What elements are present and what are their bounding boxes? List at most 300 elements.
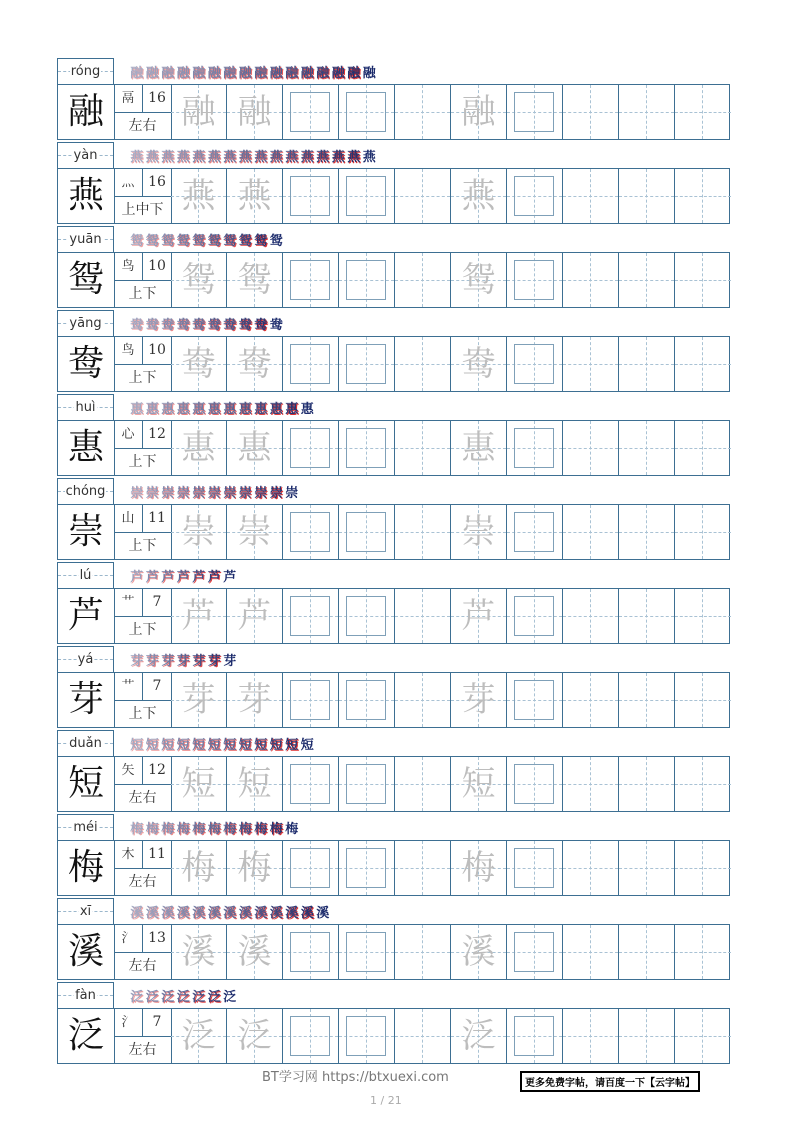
character-info <box>114 841 172 895</box>
practice-cell[interactable] <box>619 253 675 307</box>
stroke-step: 燕 <box>192 150 206 165</box>
practice-cell[interactable] <box>619 589 675 643</box>
structure: 左右 <box>128 790 157 806</box>
practice-cell[interactable] <box>227 169 283 223</box>
stroke-step: 燕 <box>254 150 268 165</box>
stroke-count: 10 <box>143 337 171 365</box>
practice-cell[interactable] <box>675 757 731 811</box>
practice-sheet <box>57 58 730 1066</box>
stroke-step: 惠 <box>207 402 221 417</box>
inner-box <box>346 176 386 216</box>
practice-cell[interactable] <box>451 421 507 475</box>
stroke-step: 融 <box>362 66 376 81</box>
model-character: 鸳 <box>58 253 115 307</box>
stroke-step: 短 <box>238 738 252 753</box>
inner-box <box>514 932 554 972</box>
practice-cell[interactable] <box>283 1009 339 1063</box>
char-block <box>57 226 730 310</box>
char-block <box>57 58 730 142</box>
structure: 上下 <box>128 286 157 302</box>
practice-cell[interactable] <box>171 85 227 139</box>
practice-cell[interactable] <box>563 925 619 979</box>
stroke-step: 鸳 <box>207 234 221 249</box>
practice-cell[interactable] <box>395 925 451 979</box>
stroke-step: 鸳 <box>130 234 144 249</box>
practice-cell[interactable] <box>619 925 675 979</box>
practice-cell[interactable] <box>171 757 227 811</box>
stroke-step: 溪 <box>269 906 283 921</box>
practice-cell[interactable] <box>507 757 563 811</box>
stroke-step: 鸳 <box>145 234 159 249</box>
stroke-step: 芦 <box>161 570 175 585</box>
stroke-step: 芦 <box>130 570 144 585</box>
stroke-step: 燕 <box>347 150 361 165</box>
pinyin-text: lú <box>79 568 92 583</box>
stroke-step: 崇 <box>223 486 237 501</box>
practice-cell[interactable] <box>395 505 451 559</box>
structure: 上下 <box>128 706 157 722</box>
practice-cell[interactable] <box>339 253 395 307</box>
stroke-step: 芦 <box>192 570 206 585</box>
stroke-count: 13 <box>143 925 171 953</box>
inner-box <box>514 260 554 300</box>
pinyin-text: fàn <box>75 988 96 1003</box>
model-character: 溪 <box>58 925 115 979</box>
stroke-step: 融 <box>223 66 237 81</box>
practice-cell[interactable] <box>451 1009 507 1063</box>
practice-cell[interactable] <box>227 925 283 979</box>
pinyin-text: méi <box>73 820 98 835</box>
practice-cell[interactable] <box>507 1009 563 1063</box>
char-block <box>57 814 730 898</box>
practice-cell[interactable] <box>675 505 731 559</box>
pinyin-text: duǎn <box>69 736 102 751</box>
radical: 鸟 <box>114 253 143 281</box>
stroke-step: 融 <box>347 66 361 81</box>
structure: 上下 <box>128 622 157 638</box>
stroke-step: 融 <box>331 66 345 81</box>
stroke-step: 短 <box>223 738 237 753</box>
stroke-step: 短 <box>207 738 221 753</box>
practice-cell[interactable] <box>563 673 619 727</box>
pinyin-row <box>57 562 730 588</box>
practice-cell[interactable] <box>339 85 395 139</box>
stroke-step: 梅 <box>207 822 221 837</box>
stroke-step: 泛 <box>176 990 190 1005</box>
stroke-step: 芦 <box>176 570 190 585</box>
stroke-step: 鸯 <box>254 318 268 333</box>
practice-cell[interactable] <box>339 757 395 811</box>
stroke-step: 芽 <box>161 654 175 669</box>
trace-character: 燕 <box>461 176 496 216</box>
structure: 左右 <box>128 1042 157 1058</box>
char-block <box>57 562 730 646</box>
practice-cell[interactable] <box>507 673 563 727</box>
practice-cell[interactable] <box>227 757 283 811</box>
practice-cell[interactable] <box>339 505 395 559</box>
pinyin-cell <box>57 982 114 1008</box>
practice-cell[interactable] <box>507 85 563 139</box>
practice-cell[interactable] <box>339 589 395 643</box>
practice-cell[interactable] <box>619 169 675 223</box>
practice-cell[interactable] <box>675 589 731 643</box>
practice-cell[interactable] <box>339 841 395 895</box>
stroke-order-sequence <box>129 146 377 166</box>
char-block <box>57 982 730 1066</box>
stroke-step: 泛 <box>130 990 144 1005</box>
practice-cell[interactable] <box>619 1009 675 1063</box>
practice-cell[interactable] <box>451 505 507 559</box>
practice-cell[interactable] <box>619 85 675 139</box>
practice-cell[interactable] <box>227 253 283 307</box>
practice-cell[interactable] <box>563 253 619 307</box>
model-character: 鸯 <box>58 337 115 391</box>
stroke-step: 短 <box>145 738 159 753</box>
practice-cell[interactable] <box>675 925 731 979</box>
stroke-order-sequence <box>129 482 300 502</box>
stroke-order-sequence <box>129 818 300 838</box>
stroke-step: 短 <box>300 738 314 753</box>
pinyin-row <box>57 898 730 924</box>
trace-character: 融 <box>237 92 272 132</box>
trace-character: 鸳 <box>461 260 496 300</box>
practice-cell[interactable] <box>283 421 339 475</box>
stroke-step: 崇 <box>269 486 283 501</box>
pinyin-cell <box>57 814 114 840</box>
inner-box <box>514 680 554 720</box>
practice-cell[interactable] <box>563 421 619 475</box>
practice-cell[interactable] <box>227 841 283 895</box>
practice-cell[interactable] <box>339 1009 395 1063</box>
practice-cell[interactable] <box>507 421 563 475</box>
stroke-step: 芦 <box>207 570 221 585</box>
practice-cell[interactable] <box>451 673 507 727</box>
stroke-step: 芽 <box>223 654 237 669</box>
practice-cell[interactable] <box>451 925 507 979</box>
stroke-step: 鸳 <box>223 234 237 249</box>
practice-cell[interactable] <box>227 589 283 643</box>
trace-character: 惠 <box>461 428 496 468</box>
stroke-step: 短 <box>130 738 144 753</box>
stroke-order-sequence <box>129 398 315 418</box>
practice-cell[interactable] <box>451 841 507 895</box>
practice-cell[interactable] <box>619 841 675 895</box>
practice-cell[interactable] <box>283 925 339 979</box>
practice-cell[interactable] <box>171 505 227 559</box>
practice-cell[interactable] <box>675 841 731 895</box>
stroke-step: 惠 <box>238 402 252 417</box>
practice-cell[interactable] <box>171 673 227 727</box>
character-info <box>114 253 172 307</box>
stroke-step: 芽 <box>145 654 159 669</box>
stroke-step: 梅 <box>176 822 190 837</box>
stroke-step: 梅 <box>145 822 159 837</box>
practice-cell[interactable] <box>675 169 731 223</box>
stroke-count: 7 <box>143 1009 171 1037</box>
character-info <box>114 589 172 643</box>
practice-cell[interactable] <box>339 925 395 979</box>
stroke-step: 崇 <box>285 486 299 501</box>
model-character: 燕 <box>58 169 115 223</box>
practice-cell[interactable] <box>451 337 507 391</box>
practice-cell[interactable] <box>507 337 563 391</box>
stroke-step: 短 <box>285 738 299 753</box>
practice-cell[interactable] <box>619 757 675 811</box>
practice-cell[interactable] <box>171 589 227 643</box>
stroke-step: 燕 <box>223 150 237 165</box>
inner-box <box>290 596 330 636</box>
trace-character: 梅 <box>461 848 496 888</box>
stroke-step: 燕 <box>238 150 252 165</box>
practice-cell[interactable] <box>675 673 731 727</box>
practice-cell[interactable] <box>563 85 619 139</box>
practice-cell[interactable] <box>227 337 283 391</box>
pinyin-text: róng <box>70 64 101 79</box>
practice-cell[interactable] <box>507 841 563 895</box>
stroke-step: 惠 <box>176 402 190 417</box>
practice-cell[interactable] <box>171 1009 227 1063</box>
practice-cell[interactable] <box>395 1009 451 1063</box>
practice-cell[interactable] <box>563 757 619 811</box>
inner-box <box>346 680 386 720</box>
stroke-step: 融 <box>130 66 144 81</box>
stroke-order-sequence <box>129 734 315 754</box>
stroke-count: 11 <box>143 505 171 533</box>
inner-box <box>514 512 554 552</box>
stroke-step: 溪 <box>176 906 190 921</box>
stroke-step: 梅 <box>238 822 252 837</box>
practice-cell[interactable] <box>451 85 507 139</box>
trace-character: 崇 <box>461 512 496 552</box>
inner-box <box>290 260 330 300</box>
stroke-step: 芽 <box>176 654 190 669</box>
practice-cell[interactable] <box>171 337 227 391</box>
trace-character: 芦 <box>181 596 216 636</box>
practice-cell[interactable] <box>563 589 619 643</box>
practice-cell[interactable] <box>171 169 227 223</box>
stroke-step: 融 <box>207 66 221 81</box>
practice-cell[interactable] <box>675 253 731 307</box>
practice-cell[interactable] <box>339 673 395 727</box>
practice-cell[interactable] <box>451 253 507 307</box>
practice-cell[interactable] <box>675 421 731 475</box>
practice-cell[interactable] <box>171 253 227 307</box>
stroke-order-sequence <box>129 650 238 670</box>
pinyin-cell <box>57 310 114 336</box>
char-block <box>57 310 730 394</box>
writing-grid-row <box>57 840 730 896</box>
practice-cell[interactable] <box>563 169 619 223</box>
practice-cell[interactable] <box>563 505 619 559</box>
practice-cell[interactable] <box>563 1009 619 1063</box>
practice-cell[interactable] <box>283 673 339 727</box>
stroke-order-sequence <box>129 566 238 586</box>
inner-box <box>346 1016 386 1056</box>
pinyin-cell <box>57 562 114 588</box>
inner-box <box>290 92 330 132</box>
stroke-step: 燕 <box>207 150 221 165</box>
radical: 木 <box>114 841 143 869</box>
inner-box <box>346 344 386 384</box>
practice-cell[interactable] <box>227 85 283 139</box>
inner-box <box>290 848 330 888</box>
stroke-step: 泛 <box>145 990 159 1005</box>
trace-character: 芽 <box>237 680 272 720</box>
practice-cell[interactable] <box>395 421 451 475</box>
pinyin-cell <box>57 58 114 84</box>
practice-cell[interactable] <box>283 589 339 643</box>
practice-cell[interactable] <box>507 589 563 643</box>
stroke-step: 溪 <box>300 906 314 921</box>
practice-cell[interactable] <box>171 925 227 979</box>
practice-cell[interactable] <box>395 337 451 391</box>
model-character: 融 <box>58 85 115 139</box>
stroke-step: 梅 <box>161 822 175 837</box>
inner-box <box>346 260 386 300</box>
stroke-step: 融 <box>161 66 175 81</box>
stroke-step: 溪 <box>285 906 299 921</box>
practice-cell[interactable] <box>619 337 675 391</box>
practice-cell[interactable] <box>171 841 227 895</box>
stroke-step: 融 <box>238 66 252 81</box>
char-block <box>57 898 730 982</box>
pinyin-text: chóng <box>65 484 106 499</box>
practice-cell[interactable] <box>283 505 339 559</box>
pinyin-cell <box>57 646 114 672</box>
practice-cell[interactable] <box>563 841 619 895</box>
stroke-step: 燕 <box>316 150 330 165</box>
radical: 氵 <box>114 1009 143 1037</box>
pinyin-row <box>57 646 730 672</box>
trace-character: 惠 <box>181 428 216 468</box>
trace-character: 短 <box>237 764 272 804</box>
inner-box <box>514 596 554 636</box>
practice-cell[interactable] <box>171 421 227 475</box>
practice-cell[interactable] <box>675 85 731 139</box>
stroke-step: 梅 <box>192 822 206 837</box>
stroke-step: 融 <box>145 66 159 81</box>
stroke-step: 泛 <box>192 990 206 1005</box>
practice-cell[interactable] <box>675 1009 731 1063</box>
char-block <box>57 646 730 730</box>
stroke-step: 泛 <box>161 990 175 1005</box>
trace-character: 芦 <box>237 596 272 636</box>
practice-cell[interactable] <box>563 337 619 391</box>
radical: 艹 <box>114 673 143 701</box>
practice-cell[interactable] <box>395 253 451 307</box>
stroke-step: 融 <box>285 66 299 81</box>
practice-cell[interactable] <box>283 169 339 223</box>
trace-character: 泛 <box>461 1016 496 1056</box>
practice-cell[interactable] <box>619 673 675 727</box>
stroke-step: 鸳 <box>192 234 206 249</box>
stroke-step: 短 <box>176 738 190 753</box>
practice-cell[interactable] <box>283 841 339 895</box>
practice-cell[interactable] <box>339 337 395 391</box>
pinyin-row <box>57 478 730 504</box>
stroke-step: 鸳 <box>254 234 268 249</box>
practice-cell[interactable] <box>507 169 563 223</box>
practice-cell[interactable] <box>395 841 451 895</box>
inner-box <box>290 512 330 552</box>
stroke-step: 鸳 <box>269 234 283 249</box>
practice-cell[interactable] <box>283 253 339 307</box>
practice-cell[interactable] <box>395 85 451 139</box>
practice-cell[interactable] <box>507 925 563 979</box>
practice-cell[interactable] <box>227 673 283 727</box>
inner-box <box>290 932 330 972</box>
trace-character: 鸳 <box>181 260 216 300</box>
writing-grid-row <box>57 336 730 392</box>
character-info <box>114 421 172 475</box>
practice-cell[interactable] <box>339 169 395 223</box>
stroke-step: 梅 <box>269 822 283 837</box>
practice-cell[interactable] <box>283 337 339 391</box>
practice-cell[interactable] <box>283 85 339 139</box>
stroke-step: 惠 <box>161 402 175 417</box>
stroke-step: 崇 <box>130 486 144 501</box>
pinyin-cell <box>57 730 114 756</box>
writing-grid-row <box>57 756 730 812</box>
model-character: 惠 <box>58 421 115 475</box>
practice-cell[interactable] <box>507 505 563 559</box>
structure: 上下 <box>128 538 157 554</box>
structure: 左右 <box>128 118 157 134</box>
practice-cell[interactable] <box>675 337 731 391</box>
character-info <box>114 505 172 559</box>
practice-cell[interactable] <box>619 421 675 475</box>
practice-cell[interactable] <box>451 169 507 223</box>
stroke-step: 崇 <box>238 486 252 501</box>
practice-cell[interactable] <box>227 1009 283 1063</box>
stroke-step: 芦 <box>223 570 237 585</box>
practice-cell[interactable] <box>619 505 675 559</box>
pinyin-row <box>57 982 730 1008</box>
practice-cell[interactable] <box>395 673 451 727</box>
stroke-step: 芽 <box>207 654 221 669</box>
character-info <box>114 673 172 727</box>
trace-character: 短 <box>181 764 216 804</box>
character-info <box>114 85 172 139</box>
inner-box <box>346 92 386 132</box>
pinyin-row <box>57 814 730 840</box>
stroke-step: 鸯 <box>223 318 237 333</box>
stroke-step: 崇 <box>161 486 175 501</box>
trace-character: 泛 <box>237 1016 272 1056</box>
trace-character: 溪 <box>237 932 272 972</box>
practice-cell[interactable] <box>283 757 339 811</box>
character-info <box>114 1009 172 1063</box>
practice-cell[interactable] <box>339 421 395 475</box>
trace-character: 梅 <box>237 848 272 888</box>
stroke-step: 芽 <box>130 654 144 669</box>
practice-cell[interactable] <box>395 589 451 643</box>
practice-cell[interactable] <box>451 757 507 811</box>
stroke-step: 燕 <box>331 150 345 165</box>
practice-cell[interactable] <box>395 169 451 223</box>
practice-cell[interactable] <box>507 253 563 307</box>
pinyin-text: yuān <box>69 232 102 247</box>
stroke-step: 崇 <box>192 486 206 501</box>
writing-grid-row <box>57 672 730 728</box>
practice-cell[interactable] <box>451 589 507 643</box>
stroke-count: 16 <box>143 169 171 197</box>
practice-cell[interactable] <box>227 421 283 475</box>
trace-character: 鸯 <box>181 344 216 384</box>
practice-cell[interactable] <box>227 505 283 559</box>
radical: 心 <box>114 421 143 449</box>
practice-cell[interactable] <box>395 757 451 811</box>
